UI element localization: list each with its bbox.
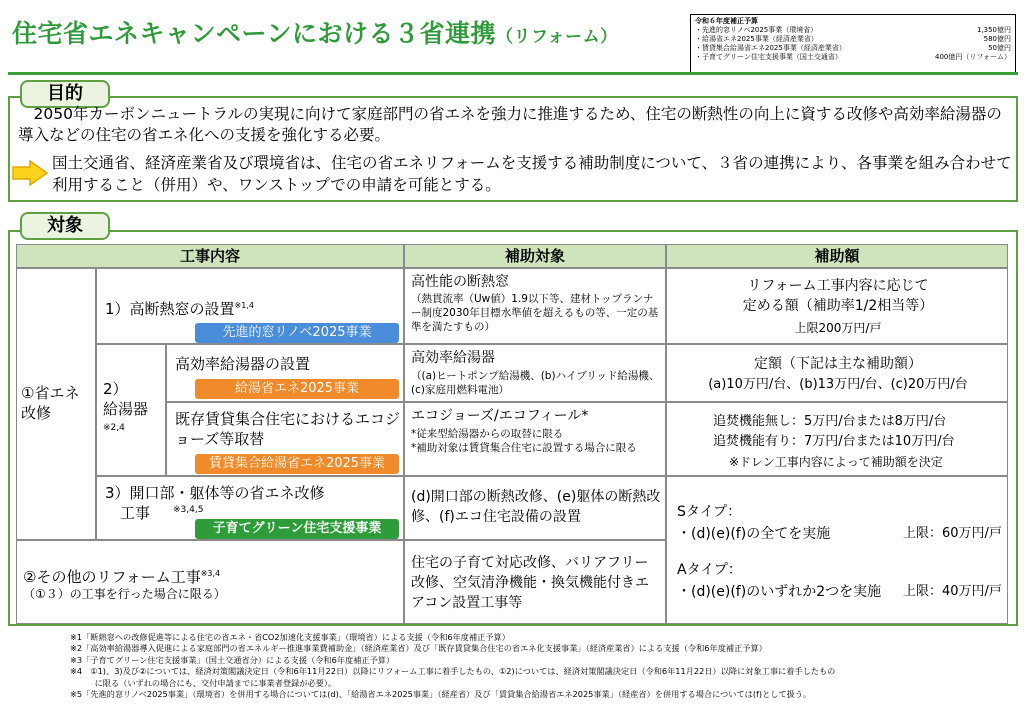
page-title [12, 14, 618, 50]
footnote: ※1「断熱窓への改修促進等による住宅の省エネ・省CO2加速化支援事業」（環境省）による支援（令和6年度補正予算） [70, 632, 510, 642]
budget-row: ・給湯省エネ2025事業（経済産業省） 580億円 [695, 35, 1011, 43]
tag-kosodate-green: 子育てグリーン住宅支援事業 [195, 519, 399, 539]
row-2a-subject: 高効率給湯器 （(a)ヒートポンプ給湯機、(b)ハイブリッド給湯機、(c)家庭用燃料電池） [404, 344, 666, 402]
title-sub: （リフォーム） [496, 27, 618, 47]
footnote: に限る（いずれの場合にも、交付申請までに事業者登録が必要）。 [70, 677, 337, 688]
footnote: ※2「高効率給湯器導入促進による家庭部門の省エネルギー推進事業費補助金」（経済産業省）及び「既存賃貸集合住宅の省エネ化支援事業」（経済産業省）による支援（令和6年度補正予算） [70, 643, 767, 654]
row-2b-subject: エコジョーズ/エコフィール* *従来型給湯器からの取替に限る *補助対象は賃貸集合住宅に設置する場合に限る [404, 402, 666, 476]
purpose-paragraph-2: 国土交通省、経済産業省及び環境省は、住宅の省エネリフォームを支援する補助制度について、３省の連携により、各事業を組み合わせて利用すること（併用）や、ワンストップでの申請を可能とする。 [52, 154, 1012, 194]
subsidy-table [16, 244, 1008, 624]
header-subject: 補助対象 [404, 244, 666, 268]
title-main: 住宅省エネキャンペーンにおける３省連携 [12, 19, 497, 48]
tag-water-heater: 給湯省エネ2025事業 [195, 379, 399, 399]
arrow-right-icon [12, 160, 48, 186]
row-3-subject: (d)開口部の断熱改修、(e)躯体の断熱改修、(f)エコ住宅設備の設置 [404, 476, 666, 540]
footnote: ※3「子育てグリーン住宅支援事業」（国土交通省分）による支援（令和6年度補正予算） [70, 654, 395, 665]
row-1-work: 1）高断熱窓の設置$^{※1,4}$ 先進的窓リノベ2025事業 [96, 268, 404, 344]
footnotes [70, 632, 1015, 700]
footnote: ※4 ①1)、3)及び②については、経済対策閣議決定日（令和6年11月22日）以降にリフォーム工事に着手したもの、①2)については、経済対策閣議決定日（令和6年11月22日）以降に対象工事に着手したもの [70, 666, 836, 677]
budget-heading: 令和６年度補正予算 [695, 17, 758, 25]
tag-rental-water-heater: 賃貸集合給湯省エネ2025事業 [195, 454, 399, 474]
green-amount: Sタイプ： ・(d)(e)(f)の全てを実施 上限：60万円/戸 Aタイプ： ・(d)(e)(f)のいずれか2つを実施 上限：40万円/戸 [666, 476, 1008, 624]
row-4-subject: 住宅の子育て対応改修、バリアフリー改修、空気清浄機能・換気機能付きエアコン設置工事等 [404, 540, 666, 624]
footnote: ※5「先進的窓リノベ2025事業」（環境省）を併用する場合については(d)、「給湯省エネ2025事業」（経産省）及び「賃貸集合給湯省エネ2025事業」（経産省）を併用する場合については(f)として扱う。 [70, 689, 812, 700]
group-water-heater: 2） 給湯器 ※2,4 [96, 344, 166, 476]
title-underline [8, 72, 1018, 75]
budget-box [690, 14, 1016, 74]
row-1-subject: 高性能の断熱窓 （熱貫流率（Uw値）1.9以下等、建材トップランナー制度2030年目標水準値を超えるもの等、一定の基準を満たすもの） [404, 268, 666, 344]
purpose-paragraph-1: 2050年カーボンニュートラルの実現に向けて家庭部門の省エネを強力に推進するため、住宅の断熱性の向上に資する改修や高効率給湯器の導入などの住宅の省エネ化への支援を強化する必要。 [18, 105, 1002, 144]
row-2a-amount: 定額（下記は主な補助額） (a)10万円/台、(b)13万円/台、(c)20万円/台 [666, 344, 1008, 402]
row-3-work: 3）開口部・躯体等の省エネ改修 工事 ※3,4,5 子育てグリーン住宅支援事業 [96, 476, 404, 540]
budget-row: ・子育てグリーン住宅支援事業（国土交通省） 400億円（リフォーム） [695, 53, 1011, 61]
group-energy-retrofit: ①省エネ 改修 [16, 268, 96, 540]
tag-window-renovation: 先進的窓リノベ2025事業 [195, 323, 399, 343]
row-4-work: ②その他のリフォーム工事$^{※3,4}$ （①３）の工事を行った場合に限る） [16, 540, 404, 624]
header-amount: 補助額 [666, 244, 1008, 268]
row-2b-amount: 追焚機能無し：5万円/台または8万円/台 追焚機能有り：7万円/台または10万円/台 ※ドレン工事内容によって補助額を決定 [666, 402, 1008, 476]
header-work: 工事内容 [16, 244, 404, 268]
budget-row: ・先進的窓リノベ2025事業（環境省） 1,350億円 [695, 26, 1011, 34]
purpose-label: 目的 [20, 80, 110, 108]
row-1-amount: リフォーム工事内容に応じて 定める額（補助率1/2相当等） 上限200万円/戸 [666, 268, 1008, 344]
row-2a-work: 高効率給湯器の設置 給湯省エネ2025事業 [166, 344, 404, 402]
target-label: 対象 [20, 212, 110, 240]
budget-row: ・賃貸集合給湯省エネ2025事業（経済産業省） 50億円 [695, 44, 1011, 52]
row-2b-work: 既存賃貸集合住宅におけるエコジョーズ等取替 賃貸集合給湯省エネ2025事業 [166, 402, 404, 476]
